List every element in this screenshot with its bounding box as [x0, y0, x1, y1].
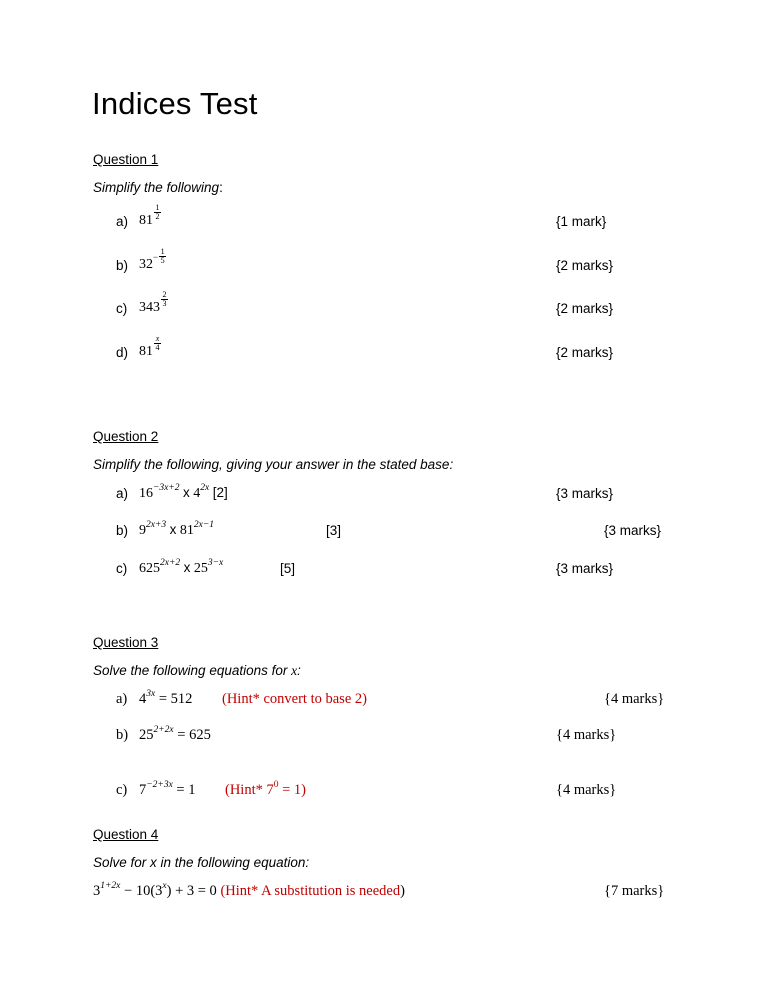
q1-item-b-label: b): [116, 258, 129, 273]
q2-item-c-expression: $625^{2x+2}$ x $25^{3-x}$: [139, 558, 224, 576]
question-3-heading: Question 3: [93, 635, 159, 650]
q3-item-b-expression: $25^{2+2x} = 625$: [139, 725, 211, 743]
q4-hint: (Hint* A substitution is needed: [220, 883, 401, 899]
q3-item-a-expression: $4^{3x} = 512$: [139, 689, 193, 707]
q3-item-b-marks: {4 marks}: [556, 727, 617, 743]
q2-item-b-expression: $9^{2x+3}$ x $81^{2x-1}$: [139, 520, 215, 538]
q2-item-c-label: c): [116, 561, 128, 576]
q2-item-c-base-tag: [5]: [280, 561, 296, 576]
q1-item-c-marks: {2 marks}: [556, 301, 614, 316]
question-3-instruction: Solve the following equations for x:: [93, 663, 301, 678]
q1-item-a-label: a): [116, 214, 129, 229]
q3-item-a-marks: {4 marks}: [604, 691, 665, 707]
q3-item-c-hint: (Hint* $7^0 = 1$): [225, 780, 306, 798]
q3-item-c-label: c): [116, 782, 128, 798]
q1-item-d-marks: {2 marks}: [556, 345, 614, 360]
q1-item-a-marks: {1 mark}: [556, 214, 607, 229]
q3-item-a-label: a): [116, 691, 128, 707]
q1-item-b-expression: 32− $\frac{1}{5}$: [139, 247, 165, 272]
question-1-instruction: Simplify the following:: [93, 180, 223, 195]
question-4-heading: Question 4: [93, 827, 159, 842]
question-4-instruction: Solve for x in the following equation:: [93, 855, 310, 870]
q2-item-c-marks: {3 marks}: [556, 561, 614, 576]
q4-marks: {7 marks}: [604, 883, 665, 899]
question-2-heading: Question 2: [93, 429, 159, 444]
q1-item-b-marks: {2 marks}: [556, 258, 614, 273]
q3-item-a-hint: (Hint* convert to base 2): [222, 691, 367, 707]
q3-item-b-label: b): [116, 727, 129, 743]
q3-item-c-marks: {4 marks}: [556, 782, 617, 798]
q3-item-c-expression: $7^{-2+3x} = 1$: [139, 780, 196, 798]
q2-item-a-marks: {3 marks}: [556, 486, 614, 501]
q1-item-c-expression: 343 $\frac{2}{3}$: [139, 290, 167, 315]
q2-item-b-marks: {3 marks}: [604, 523, 662, 538]
q1-item-d-label: d): [116, 345, 129, 360]
q1-item-d-expression: 81 $\frac{x}{4}$: [139, 334, 160, 359]
q1-item-c-label: c): [116, 301, 128, 316]
page-title: Indices Test: [92, 86, 258, 121]
question-1-heading: Question 1: [93, 152, 159, 167]
q1-item-a-expression: 81 $\frac{1}{2}$: [139, 203, 160, 228]
q4-equation: $3^{1+2x} - 10(3^x) + 3 = 0$ (Hint* A substitution is needed): [93, 881, 405, 899]
q2-item-b-base-tag: [3]: [326, 523, 342, 538]
q2-item-b-label: b): [116, 523, 129, 538]
q2-item-a-expression: $16^{-3x+2}$ x $4^{2x}$ [2]: [139, 483, 228, 501]
q2-item-a-label: a): [116, 486, 129, 501]
question-2-instruction: Simplify the following, giving your answer in the stated base:: [93, 457, 454, 472]
